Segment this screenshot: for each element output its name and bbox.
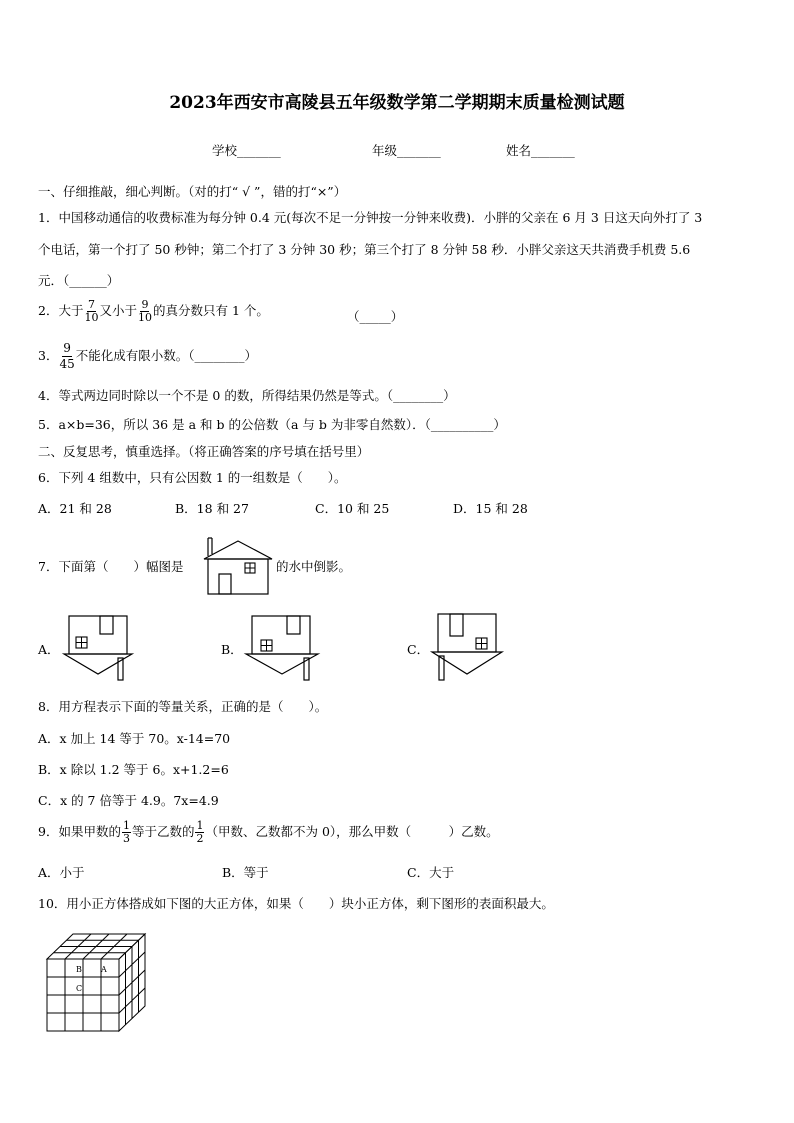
q8-option-b: B．x 除以 1.2 等于 6。x+1.2=6 xyxy=(38,762,229,777)
question-5: 5．a×b=36，所以 36 是 a 和 b 的公倍数（a 与 b 为非零自然数）．（__________） xyxy=(38,417,506,432)
q9-option-b: B．等于 xyxy=(222,865,269,880)
question-9: 9．如果甲数的 $\frac{1}{3}$ 等于乙数的 $\frac{1}{2}$ （甲数、乙数都不为 0），那么甲数（ ）乙数。 xyxy=(38,819,499,845)
q7-option-a-figure xyxy=(62,614,134,682)
q6-option-b: B．18 和 27 xyxy=(175,501,249,516)
question-6: 6．下列 4 组数中，只有公因数 1 的一组数是（ ）。 xyxy=(38,470,347,485)
q7-prefix: 7．下面第（ ）幅图是 xyxy=(38,559,184,574)
cube-label-c: C xyxy=(76,984,83,993)
q1-line2: 个电话，第一个打了 50 秒钟；第二个打了 3 分钟 30 秒；第三个打了 8 分钟 58 秒．小胖父亲这天共消费手机费 5.6 xyxy=(38,242,691,257)
q6-option-a: A．21 和 28 xyxy=(38,501,112,516)
cube-label-b: B xyxy=(76,965,82,974)
q8-option-c: C．x 的 7 倍等于 4.9。7x=4.9 xyxy=(38,793,219,808)
fraction-9-45: $\frac{9}{45}$ xyxy=(59,341,75,371)
grade-field: 年级_______ xyxy=(372,143,441,158)
cube-label-a: A xyxy=(101,965,107,974)
question-2: 2．大于 $\frac{7}{10}$ 又小于 $\frac{9}{10}$ 的真分数只有 1 个。 xyxy=(38,298,269,324)
q8-option-a: A．x 加上 14 等于 70。x-14=70 xyxy=(38,731,231,746)
fraction-1-3: $\frac{1}{3}$ xyxy=(122,819,130,845)
name-field: 姓名_______ xyxy=(506,143,575,158)
cube-figure xyxy=(46,933,150,1033)
school-field: 学校_______ xyxy=(212,143,281,158)
q9-option-c: C．大于 xyxy=(407,865,455,880)
q7-option-b-label: B． xyxy=(221,642,243,657)
question-8: 8．用方程表示下面的等量关系，正确的是（ ）。 xyxy=(38,699,328,714)
q6-option-c: C．10 和 25 xyxy=(315,501,390,516)
fraction-9-10: $\frac{9}{10}$ xyxy=(137,298,152,324)
section2-heading: 二、反复思考，慎重选择。（将正确答案的序号填在括号里） xyxy=(38,444,370,459)
q7-option-c-figure xyxy=(430,612,504,682)
fraction-1-2: $\frac{1}{2}$ xyxy=(196,819,204,845)
q1-line3: 元．（______） xyxy=(38,273,120,288)
house-figure xyxy=(202,538,274,596)
question-3: 3． $\frac{9}{45}$ 不能化成有限小数。（________） xyxy=(38,341,257,371)
q7-option-c-label: C． xyxy=(407,642,430,657)
q1-line1: 1．中国移动通信的收费标准为每分钟 0.4 元(每次不足一分钟按一分钟来收费)．小胖的父亲在 6 月 3 日这天向外打了 3 xyxy=(38,210,703,225)
fraction-7-10: $\frac{7}{10}$ xyxy=(84,298,99,324)
page-title: 2023年西安市高陵县五年级数学第二学期期末质量检测试题 xyxy=(169,93,625,113)
question-4: 4．等式两边同时除以一个不是 0 的数，所得结果仍然是等式。（________） xyxy=(38,388,456,403)
q7-suffix: 的水中倒影。 xyxy=(276,559,352,574)
section1-heading: 一、仔细推敲，细心判断。（对的打“ √ ”，错的打“×”） xyxy=(38,184,347,199)
q7-option-a-label: A． xyxy=(38,642,60,657)
q7-option-b-figure xyxy=(244,614,320,682)
question-10: 10．用小正方体搭成如下图的大正方体，如果（ ）块小正方体，剩下图形的表面积最大。 xyxy=(38,896,554,911)
q6-option-d: D．15 和 28 xyxy=(453,501,528,516)
q2-blank: （_____） xyxy=(347,309,404,324)
q9-option-a: A．小于 xyxy=(38,865,85,880)
